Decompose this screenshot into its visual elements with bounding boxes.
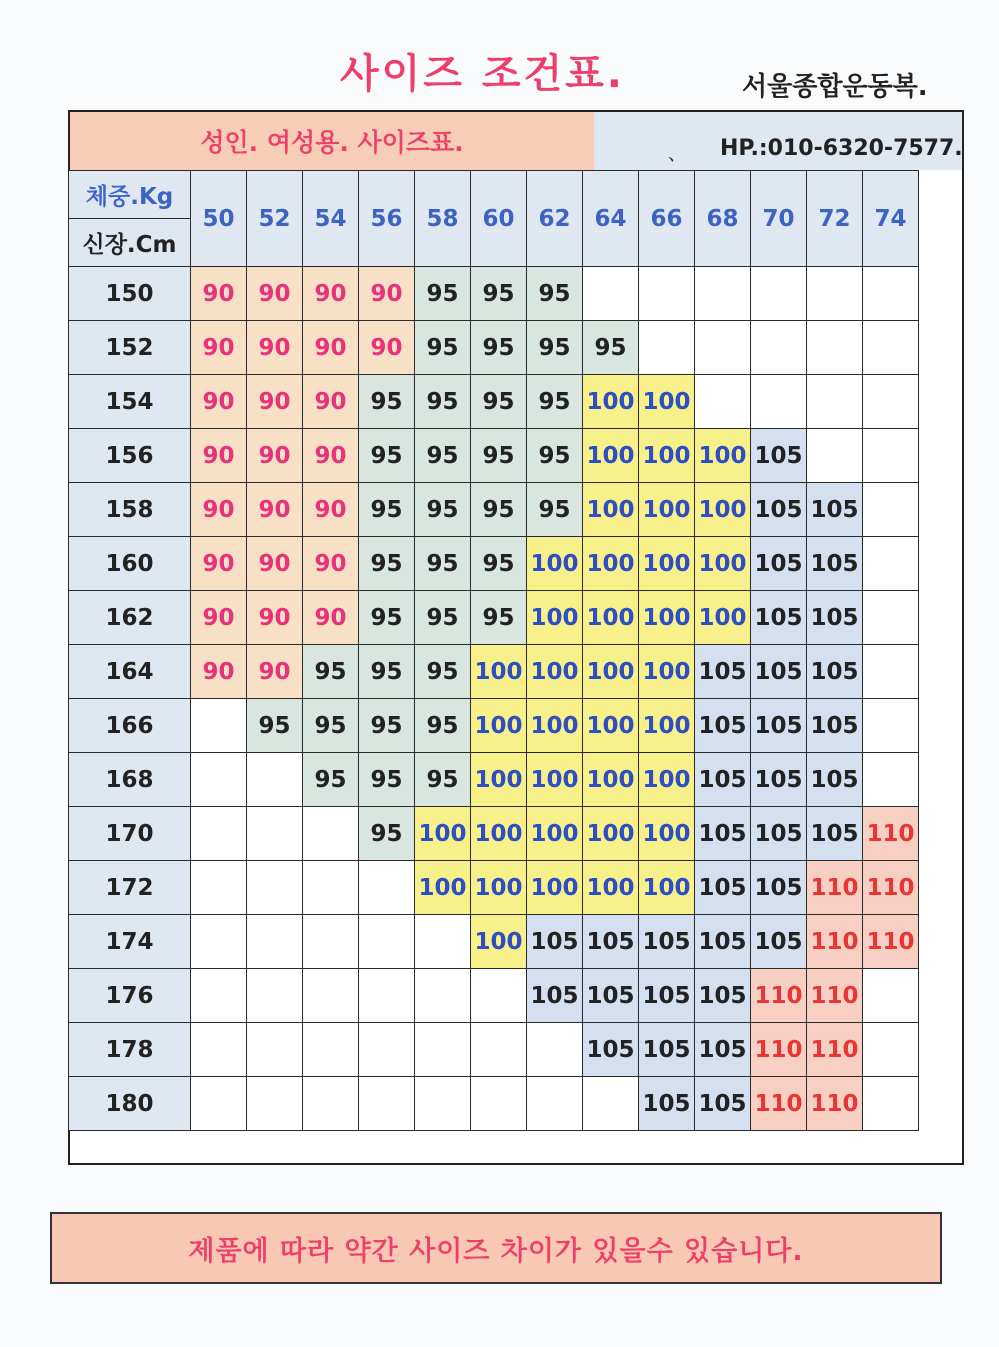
empty-cell bbox=[191, 969, 247, 1023]
size-cell: 95 bbox=[359, 537, 415, 591]
size-cell: 100 bbox=[639, 807, 695, 861]
empty-cell bbox=[863, 645, 919, 699]
empty-cell bbox=[359, 1023, 415, 1077]
size-cell: 95 bbox=[527, 375, 583, 429]
size-cell: 95 bbox=[359, 699, 415, 753]
empty-cell bbox=[751, 321, 807, 375]
size-cell: 105 bbox=[695, 1023, 751, 1077]
size-cell: 110 bbox=[807, 861, 863, 915]
size-cell: 100 bbox=[583, 483, 639, 537]
size-cell: 100 bbox=[695, 591, 751, 645]
chart-subtitle bbox=[70, 112, 594, 170]
empty-cell bbox=[247, 915, 303, 969]
size-row bbox=[69, 537, 919, 591]
size-cell: 100 bbox=[639, 699, 695, 753]
size-cell: 90 bbox=[303, 591, 359, 645]
height-cell: 154 bbox=[69, 375, 191, 429]
size-cell: 110 bbox=[807, 1023, 863, 1077]
size-cell: 105 bbox=[751, 915, 807, 969]
size-row bbox=[69, 753, 919, 807]
size-cell: 100 bbox=[583, 699, 639, 753]
size-cell: 100 bbox=[639, 375, 695, 429]
size-cell: 110 bbox=[863, 861, 919, 915]
size-row bbox=[69, 699, 919, 753]
phone-number: HP.:010-6320-7577. bbox=[720, 136, 963, 161]
size-cell: 95 bbox=[303, 645, 359, 699]
size-cell: 95 bbox=[527, 429, 583, 483]
empty-cell bbox=[863, 1023, 919, 1077]
size-cell: 100 bbox=[639, 483, 695, 537]
size-cell: 100 bbox=[471, 645, 527, 699]
size-cell: 105 bbox=[807, 537, 863, 591]
empty-cell bbox=[415, 969, 471, 1023]
size-cell: 100 bbox=[639, 861, 695, 915]
size-cell: 100 bbox=[639, 591, 695, 645]
empty-cell bbox=[863, 267, 919, 321]
size-cell: 95 bbox=[415, 591, 471, 645]
height-cell: 156 bbox=[69, 429, 191, 483]
size-cell: 105 bbox=[751, 429, 807, 483]
size-cell: 105 bbox=[639, 915, 695, 969]
size-row bbox=[69, 807, 919, 861]
height-cell: 162 bbox=[69, 591, 191, 645]
size-row bbox=[69, 375, 919, 429]
height-cell: 172 bbox=[69, 861, 191, 915]
empty-cell bbox=[807, 267, 863, 321]
size-cell: 95 bbox=[359, 429, 415, 483]
empty-cell bbox=[191, 1023, 247, 1077]
height-cell: 174 bbox=[69, 915, 191, 969]
empty-cell bbox=[695, 321, 751, 375]
size-row bbox=[69, 969, 919, 1023]
empty-cell bbox=[807, 321, 863, 375]
footer-note bbox=[50, 1212, 942, 1284]
size-table bbox=[68, 170, 919, 1131]
size-cell: 110 bbox=[751, 969, 807, 1023]
empty-cell bbox=[247, 1077, 303, 1131]
size-cell: 105 bbox=[583, 969, 639, 1023]
size-cell: 105 bbox=[583, 915, 639, 969]
size-cell: 100 bbox=[639, 753, 695, 807]
weight-header-cell: 56 bbox=[359, 171, 415, 267]
size-cell: 100 bbox=[471, 861, 527, 915]
chart-subtitle-text: 성인. 여성용. 사이즈표. bbox=[200, 128, 464, 157]
size-cell: 95 bbox=[527, 267, 583, 321]
size-cell: 105 bbox=[807, 483, 863, 537]
size-cell: 100 bbox=[639, 537, 695, 591]
size-cell: 100 bbox=[583, 537, 639, 591]
size-cell: 95 bbox=[359, 807, 415, 861]
size-cell: 90 bbox=[247, 537, 303, 591]
size-cell: 95 bbox=[359, 375, 415, 429]
size-cell: 100 bbox=[527, 861, 583, 915]
size-row bbox=[69, 1077, 919, 1131]
size-cell: 90 bbox=[247, 267, 303, 321]
size-cell: 100 bbox=[471, 807, 527, 861]
empty-cell bbox=[303, 807, 359, 861]
size-cell: 95 bbox=[471, 375, 527, 429]
size-cell: 90 bbox=[247, 591, 303, 645]
size-cell: 90 bbox=[191, 483, 247, 537]
size-cell: 105 bbox=[695, 861, 751, 915]
empty-cell bbox=[247, 969, 303, 1023]
empty-cell bbox=[191, 807, 247, 861]
size-cell: 95 bbox=[471, 483, 527, 537]
size-cell: 100 bbox=[583, 591, 639, 645]
size-cell: 110 bbox=[807, 915, 863, 969]
empty-cell bbox=[415, 1077, 471, 1131]
empty-cell bbox=[527, 1077, 583, 1131]
size-cell: 90 bbox=[303, 429, 359, 483]
size-cell: 90 bbox=[191, 429, 247, 483]
size-cell: 95 bbox=[471, 591, 527, 645]
empty-cell bbox=[415, 1023, 471, 1077]
size-row bbox=[69, 429, 919, 483]
size-cell: 100 bbox=[415, 807, 471, 861]
empty-cell bbox=[751, 267, 807, 321]
size-cell: 100 bbox=[583, 429, 639, 483]
size-cell: 105 bbox=[695, 699, 751, 753]
size-cell: 105 bbox=[695, 915, 751, 969]
empty-cell bbox=[471, 1023, 527, 1077]
height-cell: 164 bbox=[69, 645, 191, 699]
empty-cell bbox=[695, 375, 751, 429]
size-row bbox=[69, 1023, 919, 1077]
size-cell: 110 bbox=[751, 1077, 807, 1131]
size-cell: 95 bbox=[415, 753, 471, 807]
size-cell: 90 bbox=[191, 591, 247, 645]
weight-header-cell: 52 bbox=[247, 171, 303, 267]
height-cell: 160 bbox=[69, 537, 191, 591]
empty-cell bbox=[527, 1023, 583, 1077]
empty-cell bbox=[191, 915, 247, 969]
size-cell: 105 bbox=[807, 807, 863, 861]
size-cell: 105 bbox=[751, 591, 807, 645]
size-cell: 100 bbox=[583, 375, 639, 429]
size-cell: 100 bbox=[415, 861, 471, 915]
empty-cell bbox=[863, 321, 919, 375]
dot-mark: 、 bbox=[668, 144, 686, 165]
height-cell: 180 bbox=[69, 1077, 191, 1131]
height-cell: 170 bbox=[69, 807, 191, 861]
weight-header-cell: 58 bbox=[415, 171, 471, 267]
size-cell: 90 bbox=[359, 267, 415, 321]
empty-cell bbox=[863, 699, 919, 753]
size-cell: 95 bbox=[303, 753, 359, 807]
height-cell: 166 bbox=[69, 699, 191, 753]
empty-cell bbox=[863, 537, 919, 591]
size-cell: 105 bbox=[695, 1077, 751, 1131]
size-cell: 105 bbox=[751, 753, 807, 807]
size-row bbox=[69, 483, 919, 537]
empty-cell bbox=[191, 861, 247, 915]
size-row bbox=[69, 861, 919, 915]
empty-cell bbox=[303, 861, 359, 915]
height-cell: 168 bbox=[69, 753, 191, 807]
empty-cell bbox=[863, 591, 919, 645]
size-cell: 105 bbox=[751, 483, 807, 537]
size-cell: 90 bbox=[191, 375, 247, 429]
size-cell: 105 bbox=[807, 591, 863, 645]
size-cell: 105 bbox=[639, 1077, 695, 1131]
empty-cell bbox=[863, 969, 919, 1023]
size-cell: 105 bbox=[751, 537, 807, 591]
size-cell: 90 bbox=[247, 321, 303, 375]
size-cell: 100 bbox=[583, 807, 639, 861]
size-cell: 100 bbox=[471, 753, 527, 807]
size-row bbox=[69, 267, 919, 321]
size-cell: 100 bbox=[527, 591, 583, 645]
size-cell: 95 bbox=[415, 699, 471, 753]
weight-header-cell: 60 bbox=[471, 171, 527, 267]
size-cell: 105 bbox=[695, 645, 751, 699]
size-cell: 100 bbox=[527, 699, 583, 753]
company-name: 서울종합운동복. bbox=[742, 72, 928, 102]
weight-header-cell: 50 bbox=[191, 171, 247, 267]
size-cell: 110 bbox=[807, 1077, 863, 1131]
empty-cell bbox=[191, 699, 247, 753]
empty-cell bbox=[863, 429, 919, 483]
size-cell: 90 bbox=[303, 537, 359, 591]
weight-header-cell: 62 bbox=[527, 171, 583, 267]
size-cell: 100 bbox=[527, 645, 583, 699]
size-cell: 95 bbox=[471, 537, 527, 591]
size-cell: 110 bbox=[807, 969, 863, 1023]
size-cell: 90 bbox=[359, 321, 415, 375]
size-cell: 100 bbox=[527, 537, 583, 591]
empty-cell bbox=[807, 429, 863, 483]
size-cell: 110 bbox=[751, 1023, 807, 1077]
size-cell: 105 bbox=[639, 969, 695, 1023]
empty-cell bbox=[191, 753, 247, 807]
size-cell: 95 bbox=[415, 321, 471, 375]
weight-header-cell: 54 bbox=[303, 171, 359, 267]
size-cell: 95 bbox=[415, 375, 471, 429]
size-cell: 100 bbox=[583, 753, 639, 807]
size-cell: 105 bbox=[583, 1023, 639, 1077]
size-cell: 105 bbox=[695, 753, 751, 807]
weight-axis-label: 체중.Kg bbox=[69, 171, 191, 219]
size-cell: 90 bbox=[191, 267, 247, 321]
size-cell: 90 bbox=[247, 645, 303, 699]
empty-cell bbox=[639, 321, 695, 375]
empty-cell bbox=[303, 915, 359, 969]
height-cell: 178 bbox=[69, 1023, 191, 1077]
size-cell: 105 bbox=[807, 699, 863, 753]
size-cell: 95 bbox=[247, 699, 303, 753]
size-cell: 95 bbox=[415, 429, 471, 483]
empty-cell bbox=[415, 915, 471, 969]
size-cell: 100 bbox=[639, 429, 695, 483]
size-cell: 100 bbox=[639, 645, 695, 699]
empty-cell bbox=[247, 1023, 303, 1077]
size-cell: 105 bbox=[751, 699, 807, 753]
empty-cell bbox=[303, 1023, 359, 1077]
size-cell: 95 bbox=[359, 591, 415, 645]
empty-cell bbox=[359, 861, 415, 915]
size-cell: 90 bbox=[247, 429, 303, 483]
size-cell: 95 bbox=[415, 483, 471, 537]
height-axis-label: 신장.Cm bbox=[69, 219, 191, 267]
empty-cell bbox=[583, 1077, 639, 1131]
size-cell: 90 bbox=[303, 267, 359, 321]
size-cell: 100 bbox=[695, 429, 751, 483]
size-cell: 95 bbox=[471, 321, 527, 375]
weight-header-cell: 68 bbox=[695, 171, 751, 267]
weight-header-cell: 66 bbox=[639, 171, 695, 267]
size-cell: 110 bbox=[863, 807, 919, 861]
empty-cell bbox=[807, 375, 863, 429]
size-cell: 95 bbox=[359, 483, 415, 537]
empty-cell bbox=[863, 753, 919, 807]
empty-cell bbox=[863, 375, 919, 429]
size-cell: 95 bbox=[527, 321, 583, 375]
height-cell: 158 bbox=[69, 483, 191, 537]
size-cell: 95 bbox=[471, 429, 527, 483]
size-row bbox=[69, 645, 919, 699]
empty-cell bbox=[471, 969, 527, 1023]
size-row bbox=[69, 591, 919, 645]
footer-note-text: 제품에 따라 약간 사이즈 차이가 있을수 있습니다. bbox=[188, 1235, 804, 1267]
size-cell: 95 bbox=[303, 699, 359, 753]
size-cell: 100 bbox=[695, 537, 751, 591]
size-cell: 105 bbox=[751, 861, 807, 915]
height-cell: 152 bbox=[69, 321, 191, 375]
weight-header-cell: 64 bbox=[583, 171, 639, 267]
empty-cell bbox=[863, 1077, 919, 1131]
size-cell: 100 bbox=[471, 915, 527, 969]
size-cell: 105 bbox=[751, 645, 807, 699]
size-cell: 105 bbox=[695, 807, 751, 861]
size-cell: 100 bbox=[583, 861, 639, 915]
size-cell: 90 bbox=[191, 537, 247, 591]
size-row bbox=[69, 915, 919, 969]
size-cell: 105 bbox=[527, 969, 583, 1023]
size-cell: 105 bbox=[527, 915, 583, 969]
empty-cell bbox=[303, 1077, 359, 1131]
size-cell: 105 bbox=[695, 969, 751, 1023]
empty-cell bbox=[751, 375, 807, 429]
empty-cell bbox=[471, 1077, 527, 1131]
size-cell: 95 bbox=[471, 267, 527, 321]
empty-cell bbox=[247, 753, 303, 807]
empty-cell bbox=[639, 267, 695, 321]
size-cell: 90 bbox=[303, 375, 359, 429]
size-cell: 100 bbox=[583, 645, 639, 699]
empty-cell bbox=[359, 1077, 415, 1131]
empty-cell bbox=[695, 267, 751, 321]
empty-cell bbox=[191, 1077, 247, 1131]
size-cell: 100 bbox=[471, 699, 527, 753]
page-title: 사이즈 조건표. bbox=[340, 51, 625, 97]
size-cell: 105 bbox=[751, 807, 807, 861]
size-cell: 105 bbox=[807, 645, 863, 699]
size-cell: 95 bbox=[359, 753, 415, 807]
size-cell: 95 bbox=[415, 645, 471, 699]
empty-cell bbox=[583, 267, 639, 321]
size-cell: 90 bbox=[247, 483, 303, 537]
size-cell: 95 bbox=[527, 483, 583, 537]
size-cell: 100 bbox=[527, 753, 583, 807]
size-cell: 90 bbox=[303, 483, 359, 537]
size-cell: 105 bbox=[807, 753, 863, 807]
empty-cell bbox=[247, 861, 303, 915]
size-cell: 100 bbox=[527, 807, 583, 861]
size-cell: 90 bbox=[303, 321, 359, 375]
size-cell: 95 bbox=[359, 645, 415, 699]
size-cell: 90 bbox=[191, 645, 247, 699]
size-cell: 90 bbox=[191, 321, 247, 375]
empty-cell bbox=[359, 969, 415, 1023]
size-cell: 105 bbox=[639, 1023, 695, 1077]
height-cell: 176 bbox=[69, 969, 191, 1023]
weight-header-cell: 74 bbox=[863, 171, 919, 267]
height-cell: 150 bbox=[69, 267, 191, 321]
size-cell: 110 bbox=[863, 915, 919, 969]
size-cell: 100 bbox=[695, 483, 751, 537]
size-cell: 95 bbox=[415, 537, 471, 591]
weight-header-cell: 70 bbox=[751, 171, 807, 267]
empty-cell bbox=[359, 915, 415, 969]
empty-cell bbox=[247, 807, 303, 861]
size-row bbox=[69, 321, 919, 375]
size-cell: 95 bbox=[415, 267, 471, 321]
empty-cell bbox=[863, 483, 919, 537]
size-cell: 90 bbox=[247, 375, 303, 429]
size-cell: 95 bbox=[583, 321, 639, 375]
empty-cell bbox=[303, 969, 359, 1023]
weight-header-cell: 72 bbox=[807, 171, 863, 267]
